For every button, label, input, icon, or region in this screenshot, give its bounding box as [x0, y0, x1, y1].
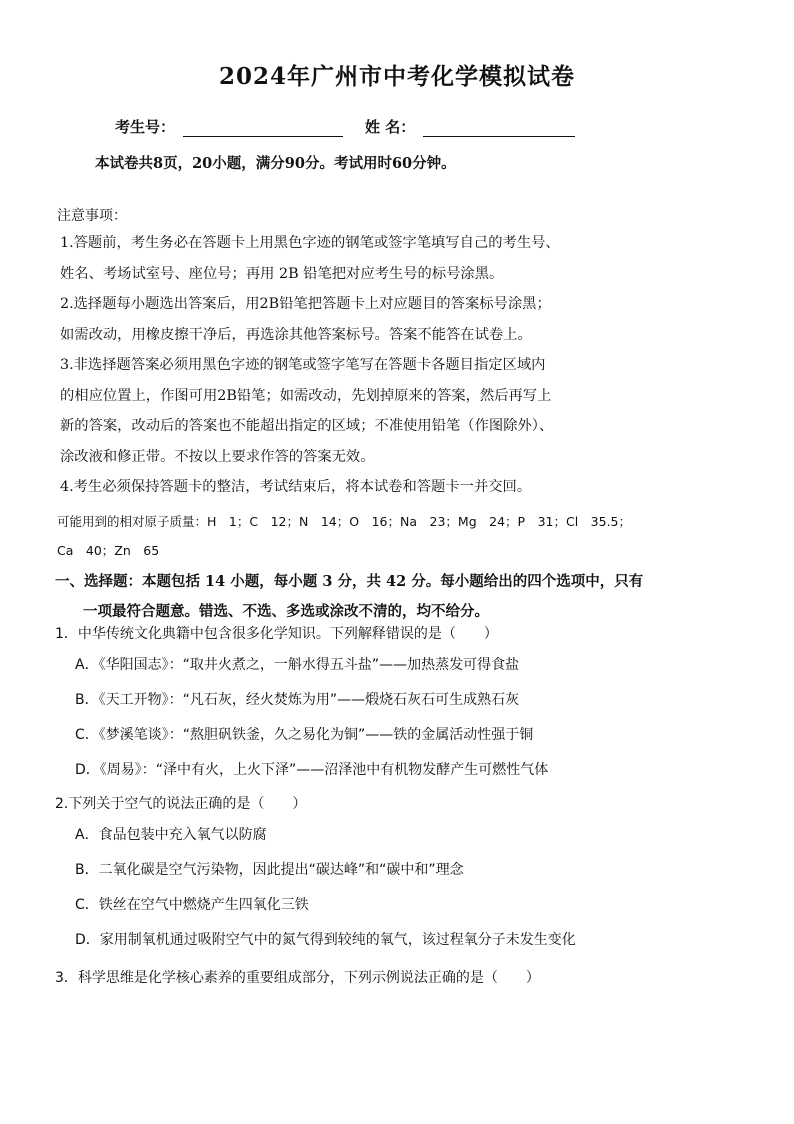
- notice-line: 的相应位置上，作图可用2B铅笔；如需改动，先划掉原来的答案，然后再写上: [60, 387, 552, 404]
- option-d: D．家用制氧机通过吸附空气中的氮气得到较纯的氧气，该过程氧分子未发生变化: [75, 932, 576, 948]
- notice-line: 2.选择题每小题选出答案后，用2B铅笔把答题卡上对应题目的答案标号涂黑；: [60, 296, 551, 312]
- option-b: B．二氧化碳是空气污染物，因此提出“碳达峰”和“碳中和”理念: [75, 862, 464, 878]
- notice-line: 如需改动，用橡皮擦干净后，再选涂其他答案标号。答案不能答在试卷上。: [60, 326, 532, 343]
- atomic-masses: [57, 507, 747, 565]
- atomic-masses-line: 可能用到的相对原子质量：H 1；C 12；N 14；O 16；Na 23；Mg 24；P 31；Cl 35.5；: [57, 514, 632, 529]
- exam-number-label: 考生号：: [115, 118, 176, 136]
- exam-number-field[interactable]: [183, 120, 343, 137]
- option-a: A．食品包装中充入氧气以防腐: [75, 827, 267, 843]
- atomic-masses-line: Ca 40；Zn 65: [57, 543, 160, 558]
- notice-line: 1.答题前，考生务必在答题卡上用黑色字迹的钢笔或签字笔填写自己的考生号、: [60, 235, 560, 251]
- section-heading: [55, 567, 755, 627]
- question-stem: 1．中华传统文化典籍中包含很多化学知识。下列解释错误的是（ ）: [55, 626, 498, 642]
- notice-line: 涂改液和修正带。不按以上要求作答的答案无效。: [60, 448, 375, 465]
- name-label: 姓 名：: [365, 118, 416, 136]
- section-heading-line: 一项最符合题意。错选、不选、多选或涂改不清的，均不给分。: [83, 603, 489, 620]
- notice-line: 4.考生必须保持答题卡的整洁，考试结束后，将本试卷和答题卡一并交回。: [60, 479, 532, 495]
- name-field[interactable]: [423, 120, 575, 137]
- notice-heading: 注意事项：: [57, 208, 127, 224]
- page-title: 2024年广州市中考化学模拟试卷: [218, 63, 575, 90]
- student-id-line: [115, 116, 575, 137]
- option-a: A．《华阳国志》：“取井火煮之，一斛水得五斗盐”——加热蒸发可得食盐: [75, 657, 520, 673]
- question-2: [55, 790, 755, 958]
- option-c: C．铁丝在空气中燃烧产生四氧化三铁: [75, 897, 309, 913]
- notice-line: 姓名、考场试室号、座位号；再用 2B 铅笔把对应考生号的标号涂黑。: [60, 265, 504, 282]
- question-1: [55, 620, 755, 788]
- notice-line: 3.非选择题答案必须用黑色字迹的钢笔或签字笔写在答题卡各题目指定区域内: [60, 357, 546, 373]
- notice-list: [60, 228, 740, 503]
- exam-info: 本试卷共8页，20小题，满分90分。考试用时60分钟。: [95, 155, 456, 172]
- option-c: C．《梦溪笔谈》：“熬胆矾铁釜，久之易化为铜”——铁的金属活动性强于铜: [75, 727, 534, 743]
- section-heading-line: 一、选择题：本题包括 14 小题，每小题 3 分，共 42 分。每小题给出的四个选项中，只有: [55, 573, 644, 590]
- option-b: B．《天工开物》：“凡石灰，经火焚炼为用”——煅烧石灰石可生成熟石灰: [75, 692, 520, 708]
- question-stem: 2.下列关于空气的说法正确的是（ ）: [55, 796, 307, 812]
- option-d: D．《周易》：“泽中有火，上火下泽”——沼泽池中有机物发酵产生可燃性气体: [75, 762, 549, 778]
- question-3: [55, 964, 755, 992]
- question-stem: 3．科学思维是化学核心素养的重要组成部分，下列示例说法正确的是（ ）: [55, 970, 540, 986]
- question-list: [55, 620, 755, 992]
- notice-line: 新的答案，改动后的答案也不能超出指定的区域；不准使用铅笔（作图除外）、: [60, 418, 554, 434]
